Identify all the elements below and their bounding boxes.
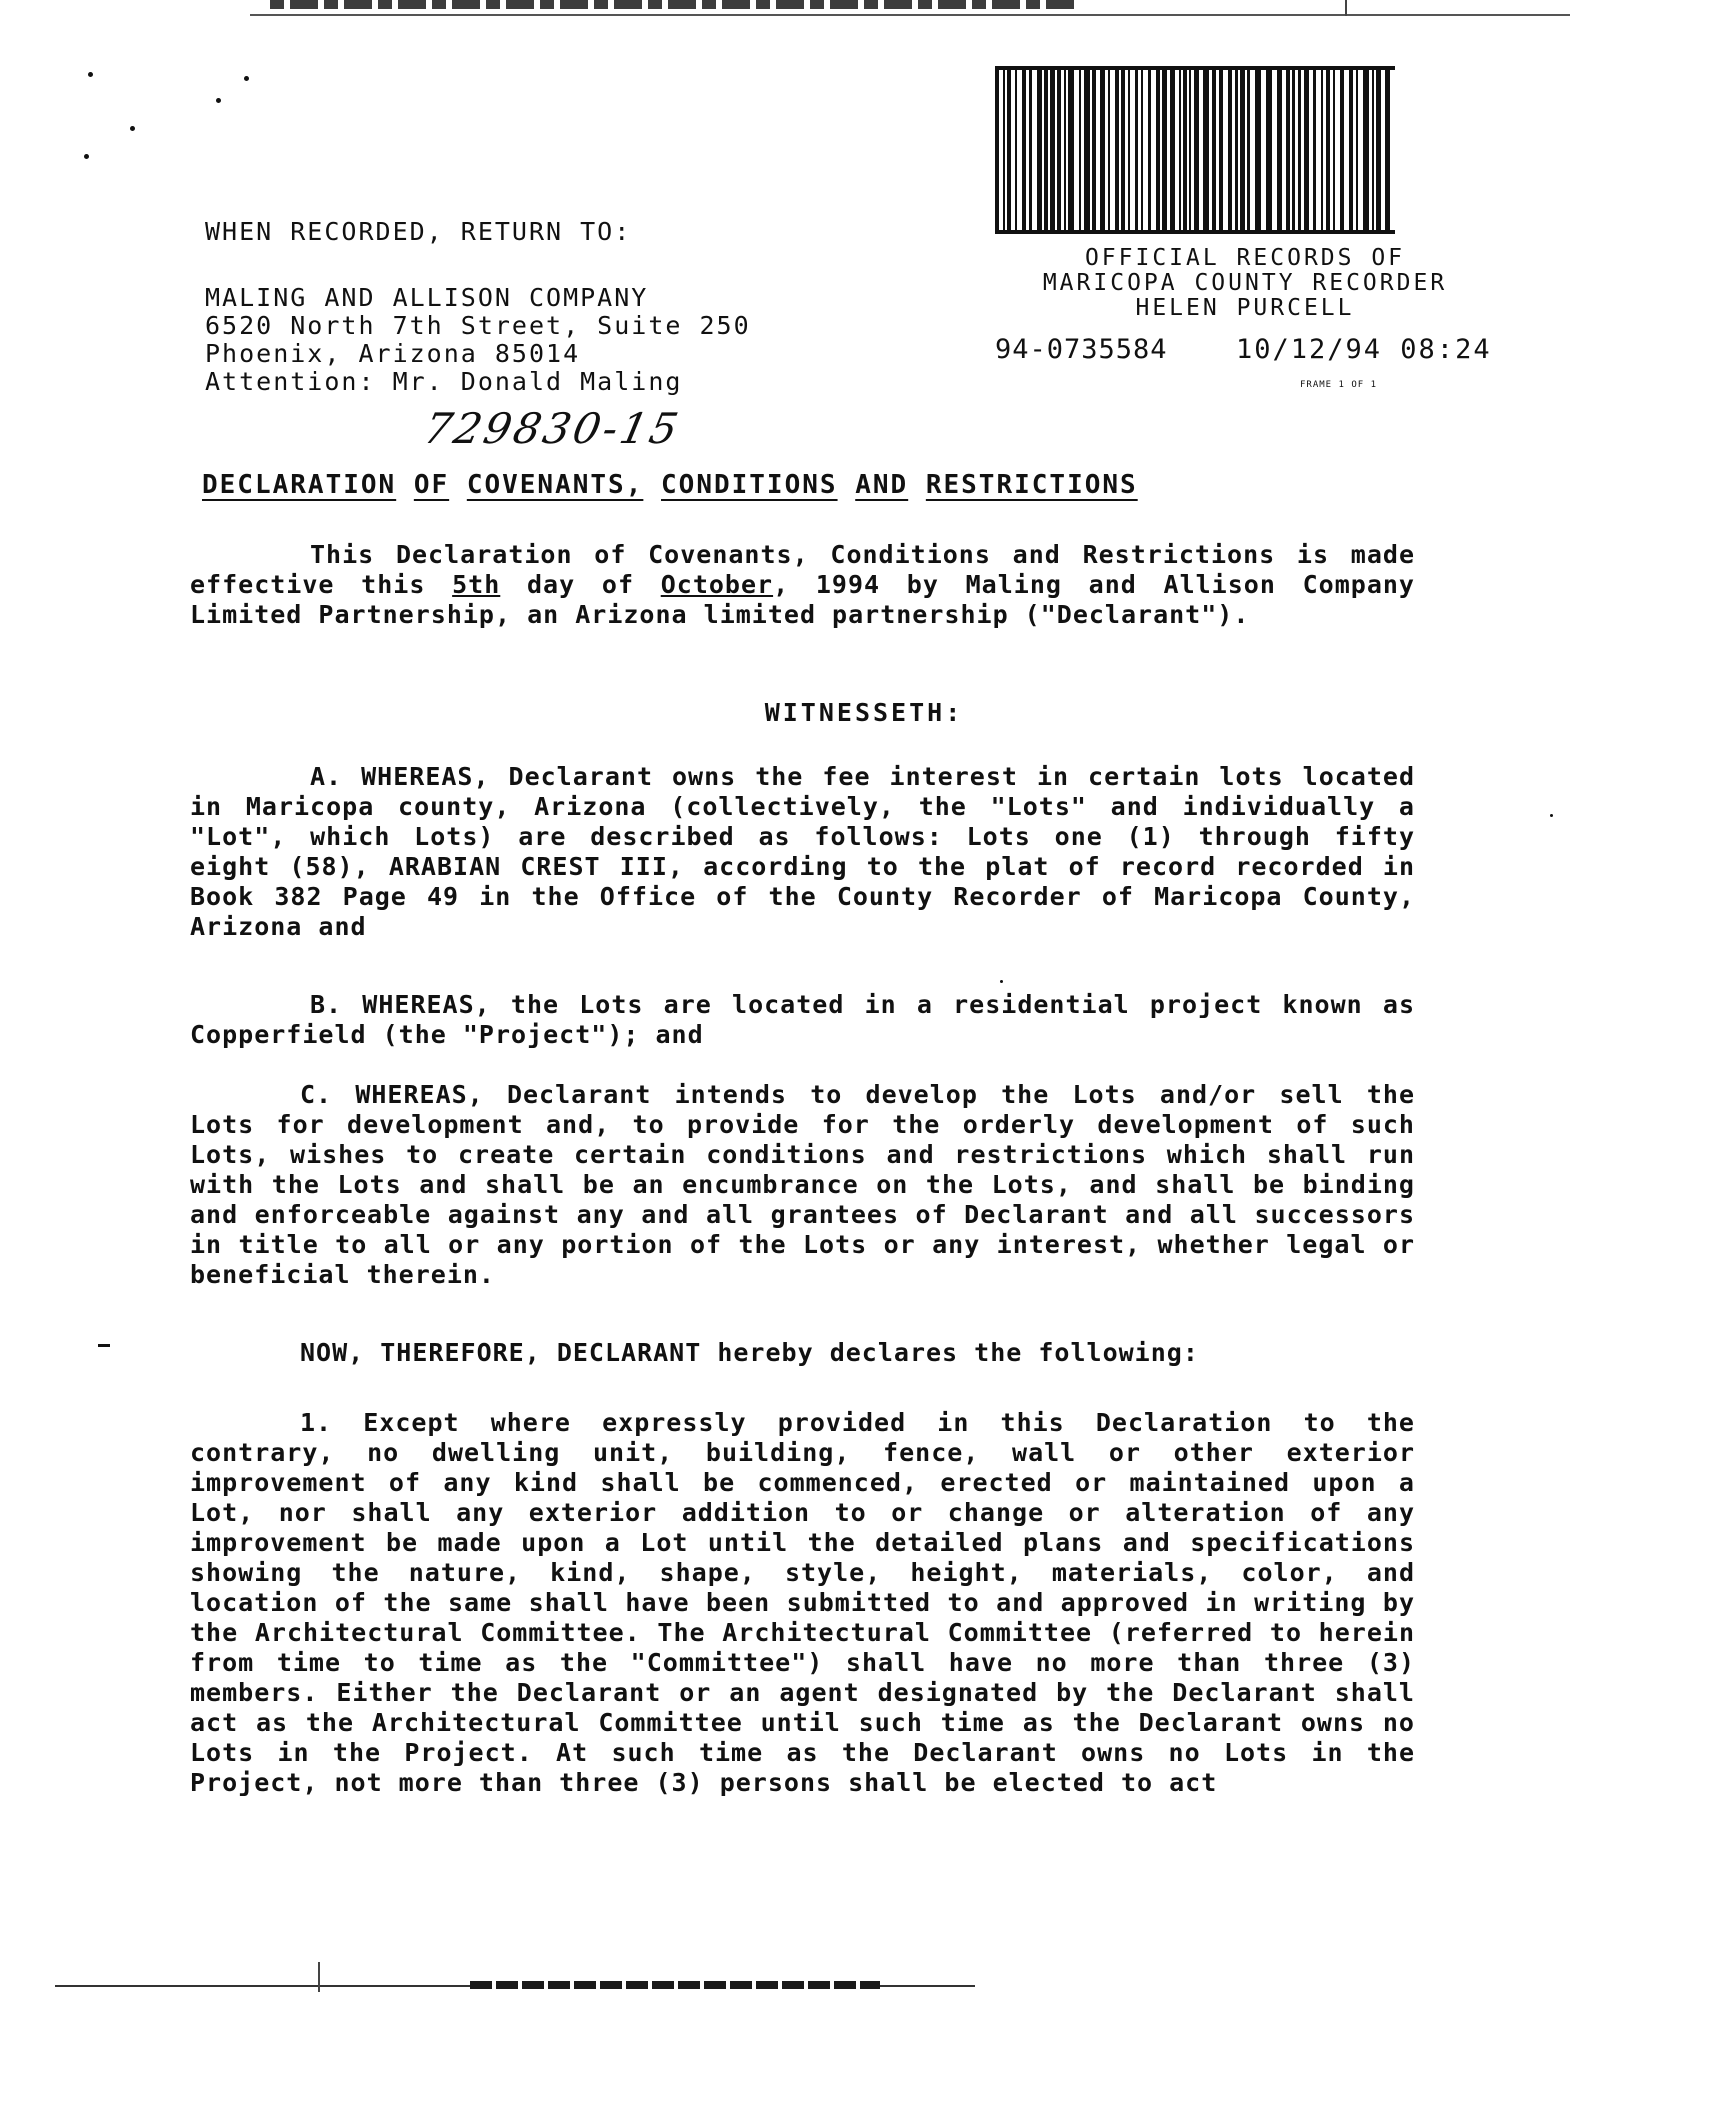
barcode-bar: [1057, 70, 1061, 230]
barcode-bar: [1148, 70, 1151, 230]
frame-count: FRAME 1 OF 1: [1300, 380, 1378, 390]
barcode-bar: [1372, 70, 1374, 230]
barcode-bar: [1068, 70, 1074, 230]
recital-a: A. WHEREAS, Declarant owns the fee interest in certain lots located in Maricopa county, Arizona (collectively, the "Lots" and individually a "Lot", which Lots) are described as follows: Lots one (1) through fifty eight (58), ARABIAN CREST III, according to the plat of record recorded in Book 382 Page 49 in the Office of the County Recorder of Maricopa County, Arizona and: [190, 762, 1415, 941]
recorder-line-1: OFFICIAL RECORDS OF: [1084, 245, 1406, 271]
barcode-bar: [1156, 70, 1160, 230]
barcode-bar: [1277, 70, 1282, 230]
recording-barcode: [995, 66, 1395, 234]
barcode-bar: [1179, 70, 1181, 230]
return-line-4: Attention: Mr. Donald Maling: [205, 367, 683, 396]
barcode-bar: [1235, 70, 1238, 230]
barcode-bar: [1050, 70, 1055, 230]
record-date-time: 10/12/94 08:24: [1236, 334, 1492, 365]
now-therefore: NOW, THEREFORE, DECLARANT hereby declares the following:: [300, 1338, 1199, 1367]
title-word: COVENANTS,: [466, 470, 644, 500]
scan-speck: [1000, 980, 1003, 983]
barcode-bar: [1212, 70, 1216, 230]
title-word: OF: [413, 470, 450, 500]
barcode-bar: [1203, 70, 1209, 230]
barcode-bar: [1356, 70, 1358, 230]
barcode-bar: [1029, 70, 1032, 230]
barcode-bar: [1141, 70, 1143, 230]
barcode-bar: [1092, 70, 1096, 230]
scan-speck: [88, 72, 93, 77]
barcode-bar: [1079, 70, 1081, 230]
barcode-bar: [1298, 70, 1301, 230]
barcode-bar: [1286, 70, 1290, 230]
barcode-bar: [1015, 70, 1017, 230]
title-word: DECLARATION: [202, 470, 397, 500]
barcode-bar: [1003, 70, 1005, 230]
barcode-bar: [1084, 70, 1090, 230]
handwritten-note: 729830-15: [419, 404, 686, 453]
scan-artifact-top: [270, 0, 1080, 9]
barcode-bar: [1170, 70, 1175, 230]
barcode-bar: [1292, 70, 1295, 230]
barcode-bar: [1219, 70, 1223, 230]
scan-speck: [84, 154, 89, 159]
intro-text-end: , 1994 by Maling and Allison Company Limited Partnership, an Arizona limited partnership ("Declarant").: [190, 570, 1415, 629]
barcode-bar: [1326, 70, 1330, 230]
scan-artifact-bottom: [470, 1981, 880, 1989]
barcode-bar: [1240, 70, 1245, 230]
barcode-bar: [1128, 70, 1130, 230]
barcode-bar: [1247, 70, 1250, 230]
barcode-bar: [1333, 70, 1335, 230]
barcode-bar: [1349, 70, 1353, 230]
barcode-bar: [1022, 70, 1026, 230]
recital-b: B. WHEREAS, the Lots are located in a residential project known as Copperfield (the "Project"); and: [190, 990, 1415, 1049]
barcode-bar: [1266, 70, 1272, 230]
barcode-bar: [1228, 70, 1232, 230]
return-line-1: MALING AND ALLISON COMPANY: [205, 283, 649, 312]
barcode-bar: [1189, 70, 1191, 230]
return-heading: WHEN RECORDED, RETURN TO:: [205, 217, 632, 246]
return-line-2: 6520 North 7th Street, Suite 250: [205, 311, 751, 340]
barcode-bar: [1313, 70, 1316, 230]
barcode-bar: [1321, 70, 1323, 230]
barcode-bar: [1108, 70, 1110, 230]
barcode-bar: [1115, 70, 1119, 230]
title-word: CONDITIONS: [661, 470, 838, 500]
barcode-bar: [1121, 70, 1125, 230]
title-word: AND: [855, 470, 909, 500]
intro-text-start: This Declaration of Covenants, Conditions and Restrictions is made effective this: [190, 540, 1415, 599]
scan-speck: [130, 126, 135, 131]
barcode-bar: [1100, 70, 1105, 230]
scan-tick-top: [1345, 0, 1347, 16]
scan-tick-bottom: [318, 1962, 320, 1992]
recorder-line-2: MARICOPA COUNTY RECORDER: [1042, 270, 1448, 296]
recorder-stamp: [985, 246, 1505, 321]
barcode-bar: [1385, 70, 1390, 230]
document-title: [202, 470, 1138, 500]
recorder-line-3: HELEN PURCELL: [1135, 295, 1355, 321]
record-number: 94-0735584: [995, 334, 1168, 365]
barcode-bar: [1363, 70, 1369, 230]
barcode-bar: [1135, 70, 1138, 230]
intro-text-mid: day of: [500, 570, 661, 599]
barcode-bar: [1194, 70, 1199, 230]
recital-c: C. WHEREAS, Declarant intends to develop the Lots and/or sell the Lots for development and, to provide for the orderly development of such Lots, wishes to create certain conditions and restrictions which shall run with the Lots and shall be an encumbrance on the Lots, and shall be binding and enforceable against any and all grantees of Declarant and all successors in title to all or any portion of the Lots or any interest, whether legal or beneficial therein.: [190, 1080, 1415, 1289]
intro-month: October: [660, 570, 774, 599]
barcode-bar: [1183, 70, 1187, 230]
scan-speck: [244, 76, 249, 81]
barcode-bar: [1064, 70, 1066, 230]
scan-speck: [216, 98, 221, 103]
barcode-bar: [1255, 70, 1261, 230]
barcode-graphic: [995, 66, 1395, 234]
barcode-bar: [1162, 70, 1167, 230]
scan-speck: [1550, 814, 1553, 817]
barcode-bar: [1044, 70, 1048, 230]
barcode-bar: [1376, 70, 1381, 230]
scan-rule-top: [250, 14, 1570, 16]
witnesseth-heading: WITNESSETH:: [764, 698, 964, 727]
barcode-bar: [1340, 70, 1344, 230]
title-word: RESTRICTIONS: [925, 470, 1138, 500]
return-line-3: Phoenix, Arizona 85014: [205, 339, 581, 368]
barcode-bar: [1007, 70, 1011, 230]
intro-day: 5th: [452, 570, 501, 599]
barcode-bar: [995, 70, 999, 230]
intro-paragraph: [190, 540, 1415, 630]
barcode-bar: [1304, 70, 1309, 230]
scan-speck: [98, 1344, 110, 1347]
section-1: 1. Except where expressly provided in this Declaration to the contrary, no dwelling unit, building, fence, wall or other exterior improvement of any kind shall be commenced, erected or maintained upon a Lot, nor shall any exterior addition to or change or alteration of any improvement be made upon a Lot until the detailed plans and specifications showing the nature, kind, shape, style, height, materials, color, and location of the same shall have been submitted to and approved in writing by the Architectural Committee. The Architectural Committee (referred to herein from time to time as the "Committee") shall have no more than three (3) members. Either the Declarant or an agent designated by the Declarant shall act as the Architectural Committee until such time as the Declarant owns no Lots in the Project. At such time as the Declarant owns no Lots in the Project, not more than three (3) persons shall be elected to act: [190, 1408, 1415, 1797]
barcode-bar: [1037, 70, 1042, 230]
